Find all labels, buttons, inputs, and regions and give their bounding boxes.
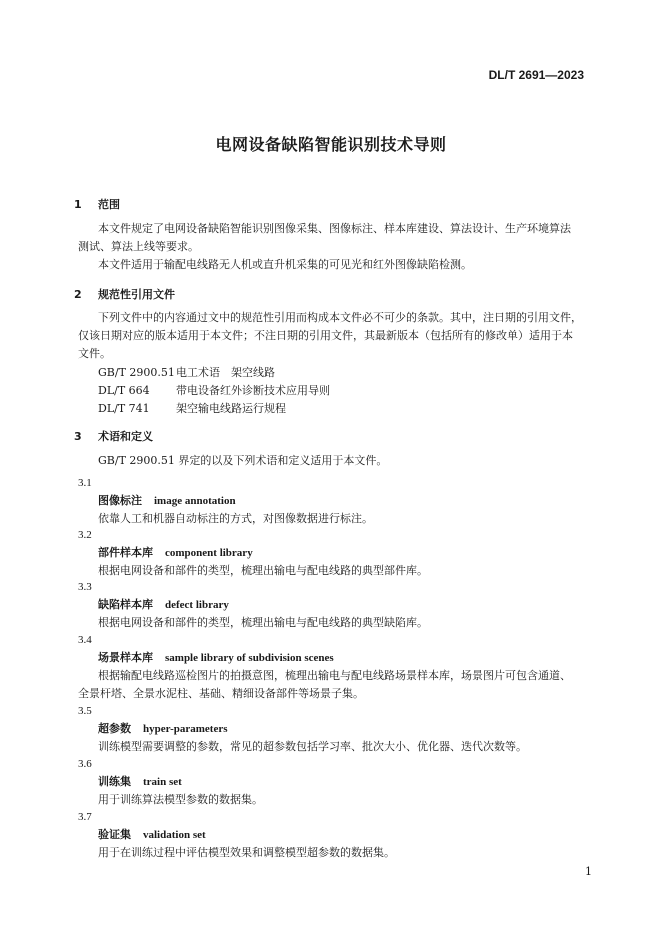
term-heading: [98, 494, 236, 508]
section-1-heading: [74, 198, 120, 212]
term-en: hyper-parameters: [143, 723, 228, 735]
term-zh: 超参数: [98, 722, 131, 735]
paragraph-line: 文件。: [78, 347, 111, 360]
term-en: sample library of subdivision scenes: [165, 652, 334, 664]
section-title: 范围: [98, 198, 120, 211]
paragraph-line: GB/T 2900.51 界定的以及下列术语和定义适用于本文件。: [98, 454, 388, 467]
term-en: image annotation: [154, 495, 236, 507]
term-heading: [98, 722, 228, 736]
page-number: 1: [585, 865, 592, 878]
term-en: component library: [165, 547, 253, 559]
document-id: DL/T 2691—2023: [488, 68, 584, 82]
term-number: 3.7: [78, 811, 92, 823]
reference-title: 架空输电线路运行规程: [176, 402, 286, 415]
term-heading: [98, 828, 206, 842]
section-2-heading: [74, 288, 175, 302]
term-heading: [98, 546, 253, 560]
term-heading: [98, 651, 334, 665]
term-zh: 场景样本库: [98, 651, 153, 664]
reference-code: DL/T 741: [98, 402, 150, 415]
reference-title: 带电设备红外诊断技术应用导则: [176, 384, 330, 397]
term-definition: 训练模型需要调整的参数，常见的超参数包括学习率、批次大小、优化器、迭代次数等。: [98, 740, 527, 753]
term-zh: 缺陷样本库: [98, 598, 153, 611]
paragraph-line: 本文件规定了电网设备缺陷智能识别图像采集、图像标注、样本库建设、算法设计、生产环境算法: [98, 222, 571, 235]
document-title: 电网设备缺陷智能识别技术导则: [215, 135, 447, 154]
reference-title: 电工术语 架空线路: [176, 366, 275, 379]
term-zh: 验证集: [98, 828, 131, 841]
reference-item: [98, 366, 275, 380]
reference-code: DL/T 664: [98, 384, 150, 397]
term-definition: 全景杆塔、全景水泥柱、基础、精细设备部件等场景子集。: [78, 687, 364, 700]
term-number: 3.6: [78, 758, 92, 770]
section-title: 术语和定义: [98, 430, 153, 443]
section-number: 3: [74, 430, 82, 443]
term-number: 3.1: [78, 477, 92, 489]
term-number: 3.3: [78, 581, 92, 593]
term-definition: 依靠人工和机器自动标注的方式，对图像数据进行标注。: [98, 512, 373, 525]
section-number: 2: [74, 288, 82, 301]
term-zh: 图像标注: [98, 494, 142, 507]
section-3-heading: [74, 430, 153, 444]
reference-item: [98, 402, 286, 416]
paragraph-line: 本文件适用于输配电线路无人机或直升机采集的可见光和红外图像缺陷检测。: [98, 258, 472, 271]
term-en: train set: [143, 776, 182, 788]
term-definition: 用于训练算法模型参数的数据集。: [98, 793, 263, 806]
term-zh: 训练集: [98, 775, 131, 788]
term-heading: [98, 775, 182, 789]
term-en: defect library: [165, 599, 229, 611]
term-en: validation set: [143, 829, 206, 841]
reference-code: GB/T 2900.51: [98, 366, 175, 379]
term-number: 3.4: [78, 634, 92, 646]
term-definition: 用于在训练过程中评估模型效果和调整模型超参数的数据集。: [98, 846, 395, 859]
term-zh: 部件样本库: [98, 546, 153, 559]
paragraph-line: 测试、算法上线等要求。: [78, 240, 199, 253]
paragraph-line: 仅该日期对应的版本适用于本文件；不注日期的引用文件，其最新版本（包括所有的修改单）适用于本: [78, 329, 573, 342]
reference-item: [98, 384, 330, 398]
term-heading: [98, 598, 229, 612]
paragraph-line: 下列文件中的内容通过文中的规范性引用而构成本文件必不可少的条款。其中，注日期的引用文件，: [98, 311, 582, 324]
term-definition: 根据电网设备和部件的类型，梳理出输电与配电线路的典型部件库。: [98, 564, 428, 577]
term-number: 3.2: [78, 529, 92, 541]
section-title: 规范性引用文件: [98, 288, 175, 301]
term-definition: 根据电网设备和部件的类型，梳理出输电与配电线路的典型缺陷库。: [98, 616, 428, 629]
term-definition: 根据输配电线路巡检图片的拍摄意图，梳理出输电与配电线路场景样本库，场景图片可包含通道、: [98, 669, 571, 682]
section-number: 1: [74, 198, 82, 211]
term-number: 3.5: [78, 705, 92, 717]
